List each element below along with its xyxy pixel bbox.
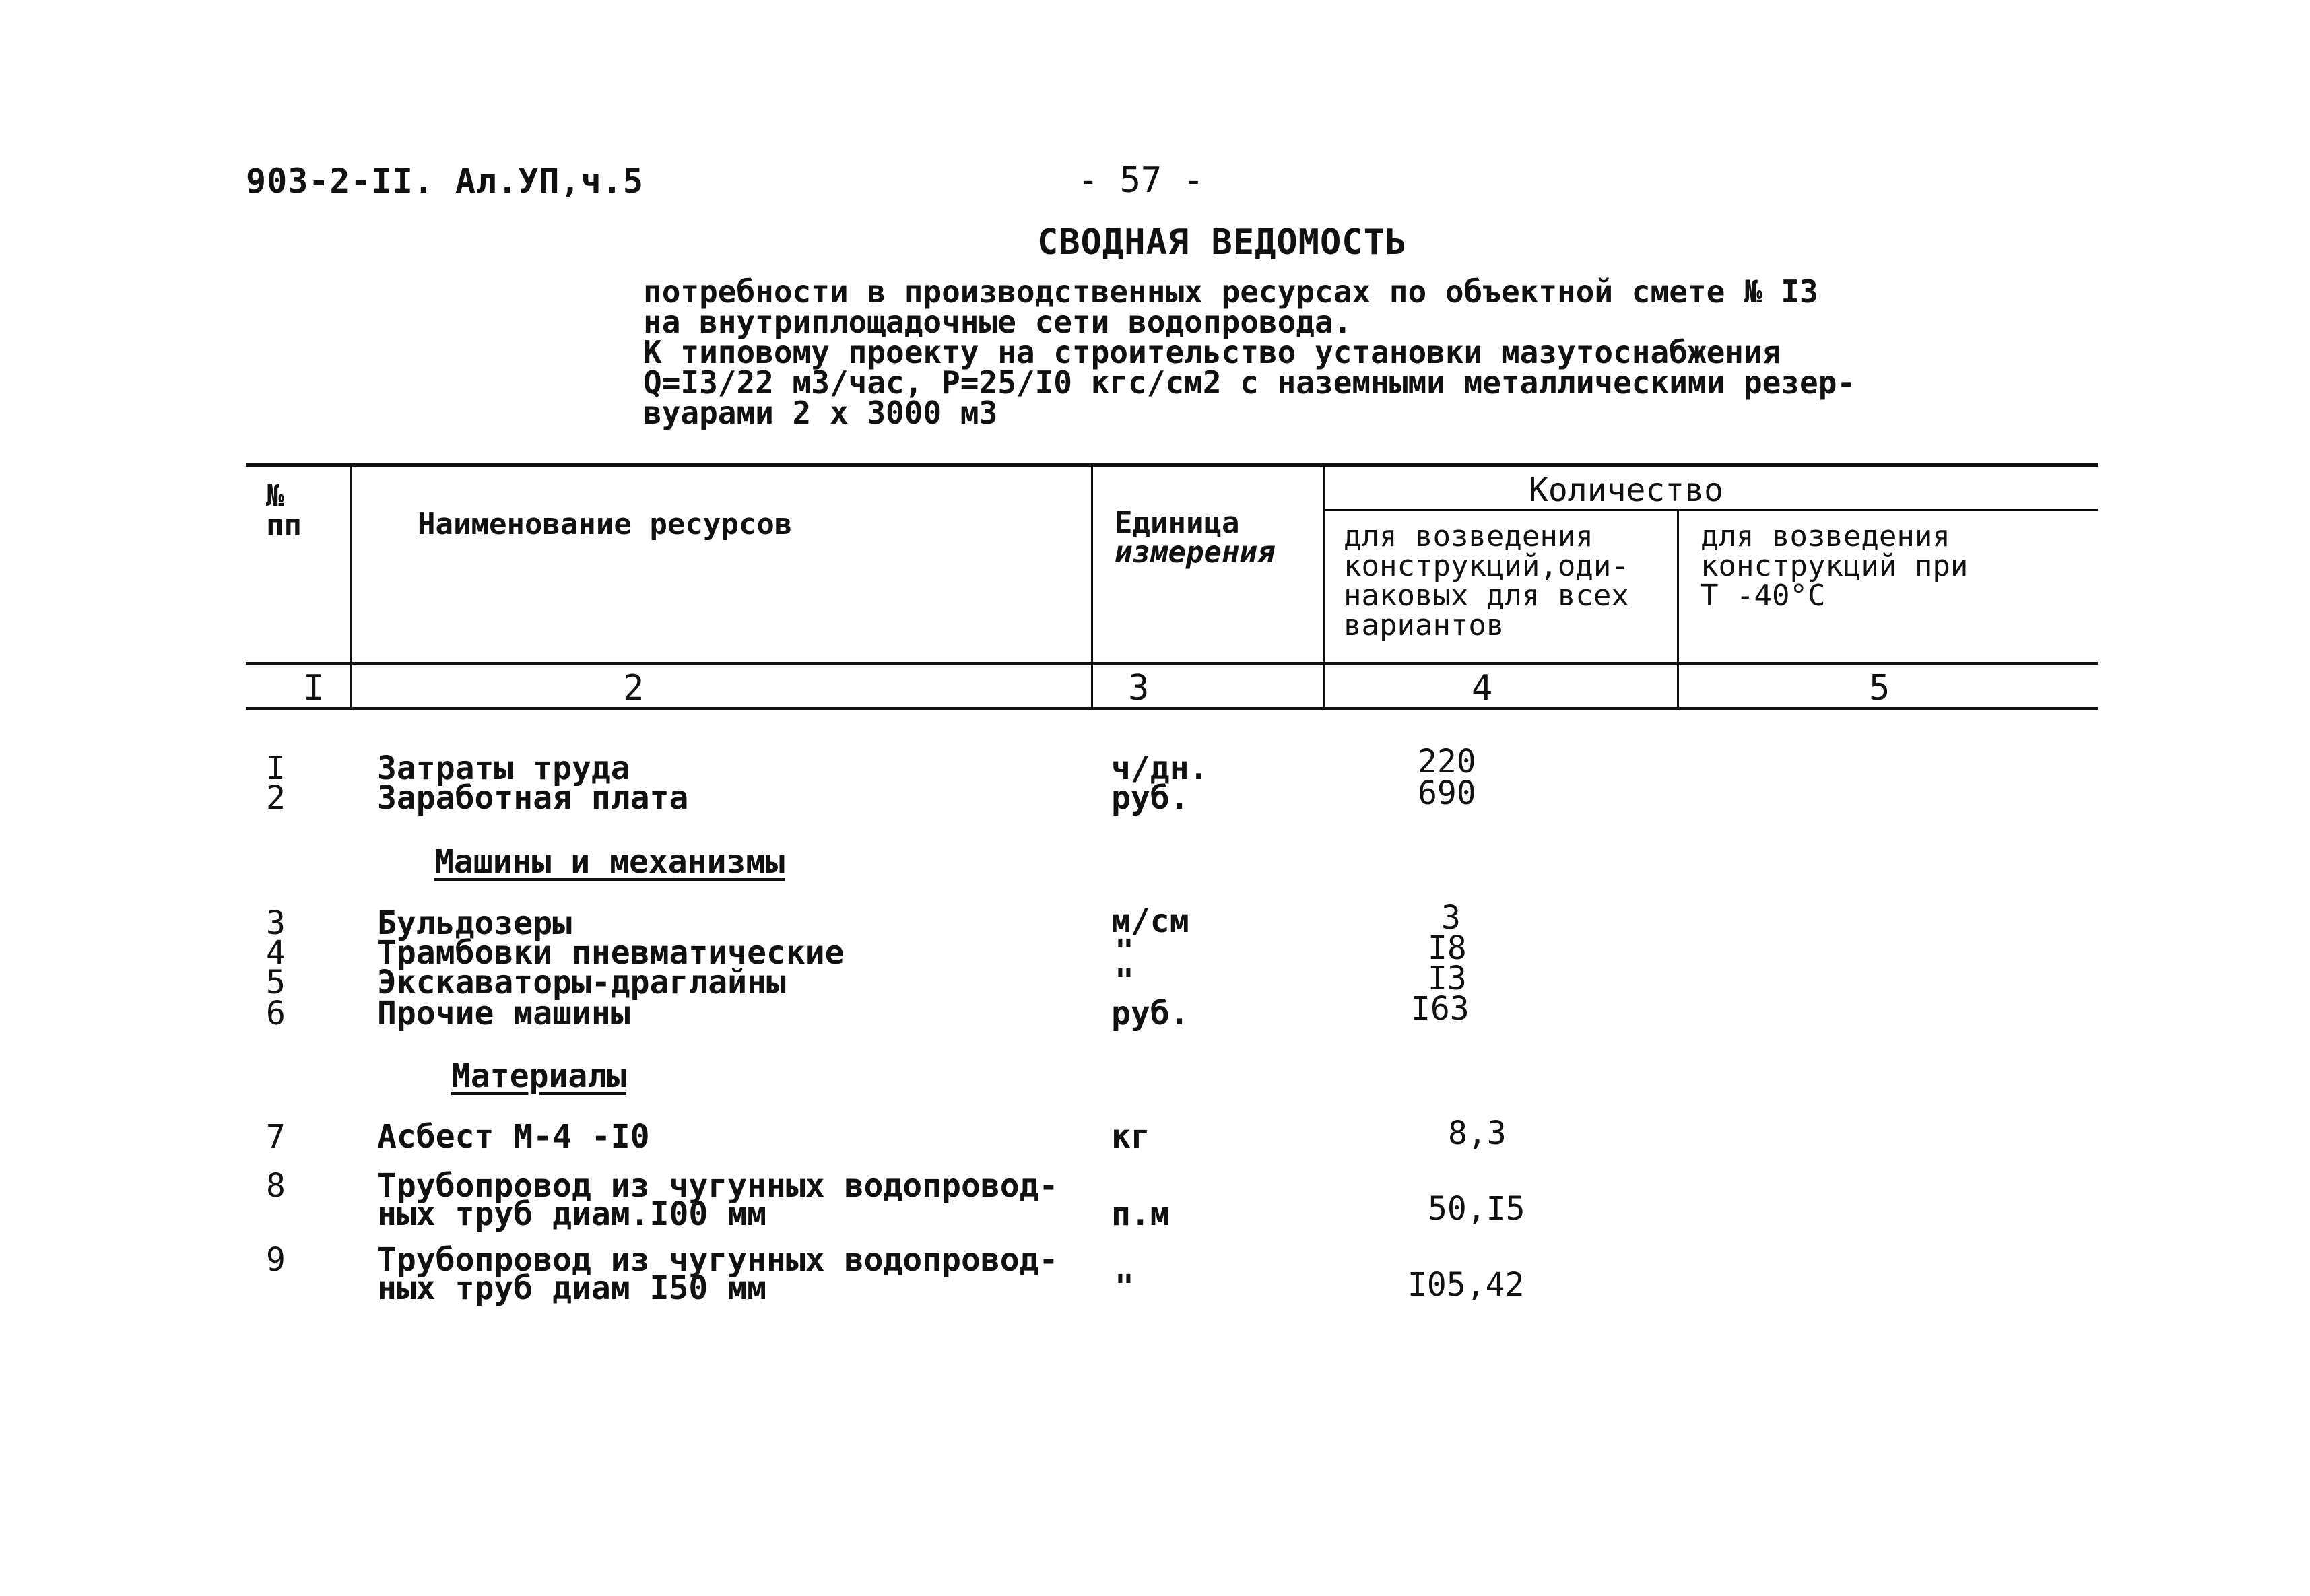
rule-top xyxy=(246,463,2098,467)
column-number: 5 xyxy=(1869,668,1890,708)
row-unit: ч/дн. xyxy=(1111,750,1209,787)
row-num: 3 xyxy=(266,904,286,942)
row-qty: I8 xyxy=(1428,929,1467,967)
header-num xyxy=(266,481,302,541)
row-num: 7 xyxy=(266,1118,286,1156)
row-qty: 8,3 xyxy=(1448,1115,1507,1152)
row-num: I xyxy=(266,750,286,787)
column-number: 2 xyxy=(623,668,645,708)
row-qty: 220 xyxy=(1418,743,1476,780)
row-name: Экскаваторы-драглайны xyxy=(377,964,786,1001)
page-number: - 57 - xyxy=(1078,160,1204,201)
header-num-line: № xyxy=(266,479,284,513)
header-qty-t40-line: Т -40°С xyxy=(1701,578,1826,613)
row-unit: п.м xyxy=(1111,1195,1170,1233)
column-number: I xyxy=(303,668,325,708)
subtitle-line: К типовому проекту на строительство установки мазутоснабжения xyxy=(643,334,1781,370)
row-qty: I05,42 xyxy=(1408,1266,1525,1304)
subtitle-line: на внутриплощадочные сети водопровода. xyxy=(643,304,1352,340)
row-unit: руб. xyxy=(1111,779,1189,817)
row-num: 6 xyxy=(266,995,286,1032)
col-divider xyxy=(1091,463,1093,710)
row-qty: I63 xyxy=(1411,990,1470,1028)
header-qty-all-line: для возведения xyxy=(1344,519,1593,554)
rule-header-bottom xyxy=(246,662,2098,665)
row-name: Трамбовки пневматические xyxy=(377,934,845,972)
row-name: Асбест М-4 -I0 xyxy=(377,1118,650,1156)
row-name-line: ных труб диам.I00 мм xyxy=(377,1195,766,1233)
row-name: Прочие машины xyxy=(377,995,630,1032)
header-qty-t40-line: для возведения xyxy=(1701,519,1950,554)
header-qty-all-line: конструкций,оди- xyxy=(1344,549,1629,583)
row-unit: руб. xyxy=(1111,995,1189,1032)
subtitle-line: Q=I3/22 м3/час, P=25/I0 кгс/см2 с наземными металлическими резер- xyxy=(643,364,1856,401)
header-qty-all xyxy=(1344,519,1629,642)
subtitle-line: потребности в производственных ресурсах по объектной смете № I3 xyxy=(643,273,1818,310)
row-qty: I3 xyxy=(1428,960,1467,997)
row-unit: " xyxy=(1115,1268,1134,1306)
row-num: 8 xyxy=(266,1167,286,1205)
row-unit: кг xyxy=(1111,1118,1150,1156)
header-num-line: пп xyxy=(266,508,302,543)
row-qty: 690 xyxy=(1418,774,1476,812)
header-unit xyxy=(1115,508,1275,568)
header-unit-line: Единица xyxy=(1115,506,1240,540)
row-name: Затраты труда xyxy=(377,750,630,787)
row-unit: м/см xyxy=(1111,902,1189,940)
row-name-line: ных труб диам I50 мм xyxy=(377,1269,766,1307)
header-qty-t40-line: конструкций при xyxy=(1701,549,1969,583)
header-qty: Количество xyxy=(1529,471,1723,509)
row-unit: " xyxy=(1115,962,1134,1000)
col-divider xyxy=(1323,463,1325,710)
column-number: 3 xyxy=(1128,668,1150,708)
row-qty: 3 xyxy=(1441,899,1461,937)
header-unit-line: измерения xyxy=(1115,535,1276,570)
rule-colnums-bottom xyxy=(246,707,2098,710)
header-qty-t40 xyxy=(1701,519,1969,613)
section-machines: Машины и механизмы xyxy=(434,843,785,881)
section-materials: Материалы xyxy=(451,1057,627,1095)
row-num: 5 xyxy=(266,964,286,1001)
row-name: Заработная плата xyxy=(377,779,689,817)
column-number: 4 xyxy=(1472,668,1493,708)
header-qty-all-line: наковых для всех xyxy=(1344,578,1629,613)
row-name-line: Трубопровод из чугунных водопровод- xyxy=(377,1167,1059,1205)
document-code: 903-2-II. Ал.УП,ч.5 xyxy=(246,162,644,201)
row-num: 9 xyxy=(266,1241,286,1279)
row-num: 2 xyxy=(266,779,286,817)
header-qty-all-line: вариантов xyxy=(1344,608,1505,642)
row-qty: 50,I5 xyxy=(1428,1190,1525,1228)
subtitle-line: вуарами 2 x 3000 м3 xyxy=(643,395,998,431)
col-divider xyxy=(350,463,352,710)
row-num: 4 xyxy=(266,934,286,972)
row-name: Бульдозеры xyxy=(377,904,572,942)
document-title: СВОДНАЯ ВЕДОМОСТЬ xyxy=(1037,222,1408,263)
row-unit: " xyxy=(1115,933,1134,970)
row-name-line: Трубопровод из чугунных водопровод- xyxy=(377,1241,1059,1279)
rule-qty xyxy=(1323,509,2098,511)
col-divider xyxy=(1677,509,1679,710)
header-name: Наименование ресурсов xyxy=(418,507,793,541)
